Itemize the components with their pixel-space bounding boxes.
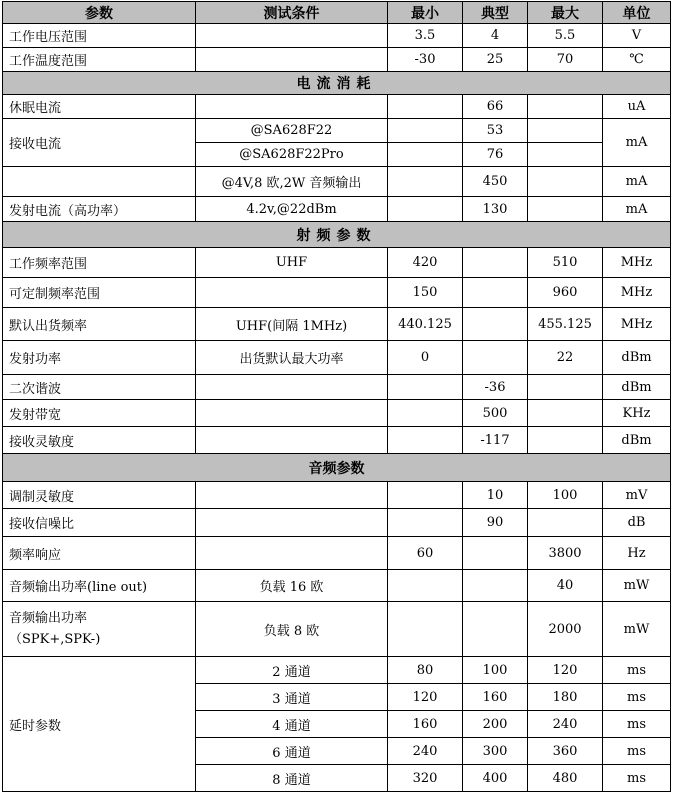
row-voltage xyxy=(3,24,671,48)
condition-cell xyxy=(196,95,388,119)
max-cell xyxy=(528,400,603,427)
row-tx-current xyxy=(3,197,671,222)
max-cell: 480 xyxy=(528,765,603,792)
min-cell xyxy=(388,143,463,167)
max-cell xyxy=(528,167,603,197)
condition-cell: 4.2v,@22dBm xyxy=(196,197,388,222)
section-title: 射频参数 xyxy=(3,222,671,248)
condition-cell xyxy=(196,48,388,72)
condition-cell: 出货默认最大功率 xyxy=(196,341,388,375)
typ-cell xyxy=(463,537,528,570)
unit-cell: ms xyxy=(603,711,671,738)
param-cell xyxy=(3,602,196,657)
param-cell: 音频输出功率(line out) xyxy=(3,570,196,602)
unit-cell: mW xyxy=(603,602,671,657)
max-cell xyxy=(528,375,603,400)
param-cell: 延时参数 xyxy=(3,657,196,792)
condition-cell: @SA628F22Pro xyxy=(196,143,388,167)
row-snr xyxy=(3,509,671,537)
row-tx-bandwidth xyxy=(3,400,671,427)
max-cell: 3800 xyxy=(528,537,603,570)
condition-cell: 6 通道 xyxy=(196,738,388,765)
unit-cell: dBm xyxy=(603,427,671,454)
max-cell: 960 xyxy=(528,278,603,308)
param-line-1: 音频输出功率 xyxy=(9,611,88,626)
min-cell xyxy=(388,570,463,602)
unit-cell: ℃ xyxy=(603,48,671,72)
typ-cell: 400 xyxy=(463,765,528,792)
min-cell xyxy=(388,167,463,197)
unit-cell: ms xyxy=(603,684,671,711)
row-temperature xyxy=(3,48,671,72)
row-delay-2ch xyxy=(3,657,671,684)
header-row xyxy=(3,2,671,24)
typ-cell: -117 xyxy=(463,427,528,454)
condition-cell xyxy=(196,427,388,454)
header-condition: 测试条件 xyxy=(196,2,388,24)
typ-cell: 500 xyxy=(463,400,528,427)
param-cell: 可定制频率范围 xyxy=(3,278,196,308)
typ-cell xyxy=(463,341,528,375)
unit-cell: mA xyxy=(603,167,671,197)
row-rx-current-1 xyxy=(3,119,671,143)
row-default-freq xyxy=(3,308,671,341)
param-cell: 工作频率范围 xyxy=(3,248,196,278)
section-audio xyxy=(3,454,671,482)
min-cell: -30 xyxy=(388,48,463,72)
max-cell: 240 xyxy=(528,711,603,738)
unit-cell: uA xyxy=(603,95,671,119)
typ-cell: 76 xyxy=(463,143,528,167)
row-mod-sensitivity xyxy=(3,482,671,509)
typ-cell: 130 xyxy=(463,197,528,222)
min-cell xyxy=(388,197,463,222)
min-cell: 160 xyxy=(388,711,463,738)
max-cell xyxy=(528,95,603,119)
param-cell: 工作温度范围 xyxy=(3,48,196,72)
param-cell: 二次谐波 xyxy=(3,375,196,400)
condition-cell xyxy=(196,400,388,427)
param-cell: 工作电压范围 xyxy=(3,24,196,48)
condition-cell: 8 通道 xyxy=(196,765,388,792)
min-cell: 60 xyxy=(388,537,463,570)
max-cell xyxy=(528,509,603,537)
min-cell: 320 xyxy=(388,765,463,792)
section-rf xyxy=(3,222,671,248)
unit-cell: mW xyxy=(603,570,671,602)
typ-cell: 10 xyxy=(463,482,528,509)
unit-cell: dB xyxy=(603,509,671,537)
unit-cell: dBm xyxy=(603,375,671,400)
max-cell: 100 xyxy=(528,482,603,509)
typ-cell: -36 xyxy=(463,375,528,400)
unit-cell: ms xyxy=(603,765,671,792)
param-cell: 发射带宽 xyxy=(3,400,196,427)
condition-cell xyxy=(196,24,388,48)
min-cell: 150 xyxy=(388,278,463,308)
row-lineout-power xyxy=(3,570,671,602)
condition-cell: 负载 16 欧 xyxy=(196,570,388,602)
max-cell xyxy=(528,119,603,143)
condition-cell: 3 通道 xyxy=(196,684,388,711)
max-cell: 180 xyxy=(528,684,603,711)
min-cell xyxy=(388,509,463,537)
unit-cell: MHz xyxy=(603,248,671,278)
typ-cell: 200 xyxy=(463,711,528,738)
max-cell: 5.5 xyxy=(528,24,603,48)
max-cell xyxy=(528,427,603,454)
unit-cell: V xyxy=(603,24,671,48)
min-cell xyxy=(388,427,463,454)
spec-table xyxy=(2,1,671,792)
header-unit: 单位 xyxy=(603,2,671,24)
max-cell: 2000 xyxy=(528,602,603,657)
typ-cell xyxy=(463,602,528,657)
min-cell: 420 xyxy=(388,248,463,278)
unit-cell: MHz xyxy=(603,308,671,341)
max-cell: 120 xyxy=(528,657,603,684)
unit-cell: ms xyxy=(603,738,671,765)
min-cell xyxy=(388,119,463,143)
param-cell: 发射电流（高功率） xyxy=(3,197,196,222)
header-max: 最大 xyxy=(528,2,603,24)
condition-cell xyxy=(196,278,388,308)
typ-cell: 450 xyxy=(463,167,528,197)
section-title: 电流消耗 xyxy=(3,72,671,95)
condition-cell xyxy=(196,482,388,509)
row-tx-power xyxy=(3,341,671,375)
unit-cell: mV xyxy=(603,482,671,509)
param-cell: 接收灵敏度 xyxy=(3,427,196,454)
condition-cell xyxy=(196,537,388,570)
min-cell xyxy=(388,482,463,509)
header-min: 最小 xyxy=(388,2,463,24)
condition-cell: 2 通道 xyxy=(196,657,388,684)
typ-cell: 90 xyxy=(463,509,528,537)
param-cell: 发射功率 xyxy=(3,341,196,375)
unit-cell: KHz xyxy=(603,400,671,427)
condition-cell: UHF(间隔 1MHz) xyxy=(196,308,388,341)
param-cell: 接收电流 xyxy=(3,119,196,167)
unit-cell: ms xyxy=(603,657,671,684)
unit-cell: MHz xyxy=(603,278,671,308)
typ-cell: 53 xyxy=(463,119,528,143)
typ-cell: 66 xyxy=(463,95,528,119)
min-cell: 0 xyxy=(388,341,463,375)
row-freq-response xyxy=(3,537,671,570)
unit-cell: Hz xyxy=(603,537,671,570)
condition-cell: UHF xyxy=(196,248,388,278)
row-spk-power xyxy=(3,602,671,657)
param-cell: 频率响应 xyxy=(3,537,196,570)
row-rx-sensitivity xyxy=(3,427,671,454)
unit-cell: mA xyxy=(603,119,671,167)
typ-cell: 4 xyxy=(463,24,528,48)
section-title: 音频参数 xyxy=(3,454,671,482)
param-cell: 接收信噪比 xyxy=(3,509,196,537)
param-cell xyxy=(3,167,196,197)
min-cell: 80 xyxy=(388,657,463,684)
condition-cell xyxy=(196,375,388,400)
min-cell xyxy=(388,95,463,119)
typ-cell: 300 xyxy=(463,738,528,765)
max-cell: 510 xyxy=(528,248,603,278)
condition-cell xyxy=(196,509,388,537)
typ-cell xyxy=(463,308,528,341)
max-cell: 40 xyxy=(528,570,603,602)
param-line-2: （SPK+,SPK-) xyxy=(9,632,101,647)
param-cell: 调制灵敏度 xyxy=(3,482,196,509)
max-cell: 70 xyxy=(528,48,603,72)
condition-cell: 负载 8 欧 xyxy=(196,602,388,657)
min-cell: 120 xyxy=(388,684,463,711)
max-cell: 455.125 xyxy=(528,308,603,341)
typ-cell xyxy=(463,248,528,278)
row-freq-range xyxy=(3,248,671,278)
condition-cell: @SA628F22 xyxy=(196,119,388,143)
typ-cell: 100 xyxy=(463,657,528,684)
unit-cell: mA xyxy=(603,197,671,222)
row-harmonic xyxy=(3,375,671,400)
typ-cell xyxy=(463,570,528,602)
max-cell: 22 xyxy=(528,341,603,375)
min-cell xyxy=(388,375,463,400)
min-cell: 3.5 xyxy=(388,24,463,48)
max-cell xyxy=(528,197,603,222)
max-cell xyxy=(528,143,603,167)
condition-cell: @4V,8 欧,2W 音频输出 xyxy=(196,167,388,197)
header-param: 参数 xyxy=(3,2,196,24)
row-custom-freq xyxy=(3,278,671,308)
param-cell: 休眠电流 xyxy=(3,95,196,119)
max-cell: 360 xyxy=(528,738,603,765)
typ-cell: 25 xyxy=(463,48,528,72)
min-cell: 440.125 xyxy=(388,308,463,341)
min-cell xyxy=(388,400,463,427)
min-cell: 240 xyxy=(388,738,463,765)
header-typ: 典型 xyxy=(463,2,528,24)
condition-cell: 4 通道 xyxy=(196,711,388,738)
row-sleep-current xyxy=(3,95,671,119)
section-current xyxy=(3,72,671,95)
row-audio-output-current xyxy=(3,167,671,197)
param-cell: 默认出货频率 xyxy=(3,308,196,341)
unit-cell: dBm xyxy=(603,341,671,375)
min-cell xyxy=(388,602,463,657)
typ-cell: 160 xyxy=(463,684,528,711)
typ-cell xyxy=(463,278,528,308)
